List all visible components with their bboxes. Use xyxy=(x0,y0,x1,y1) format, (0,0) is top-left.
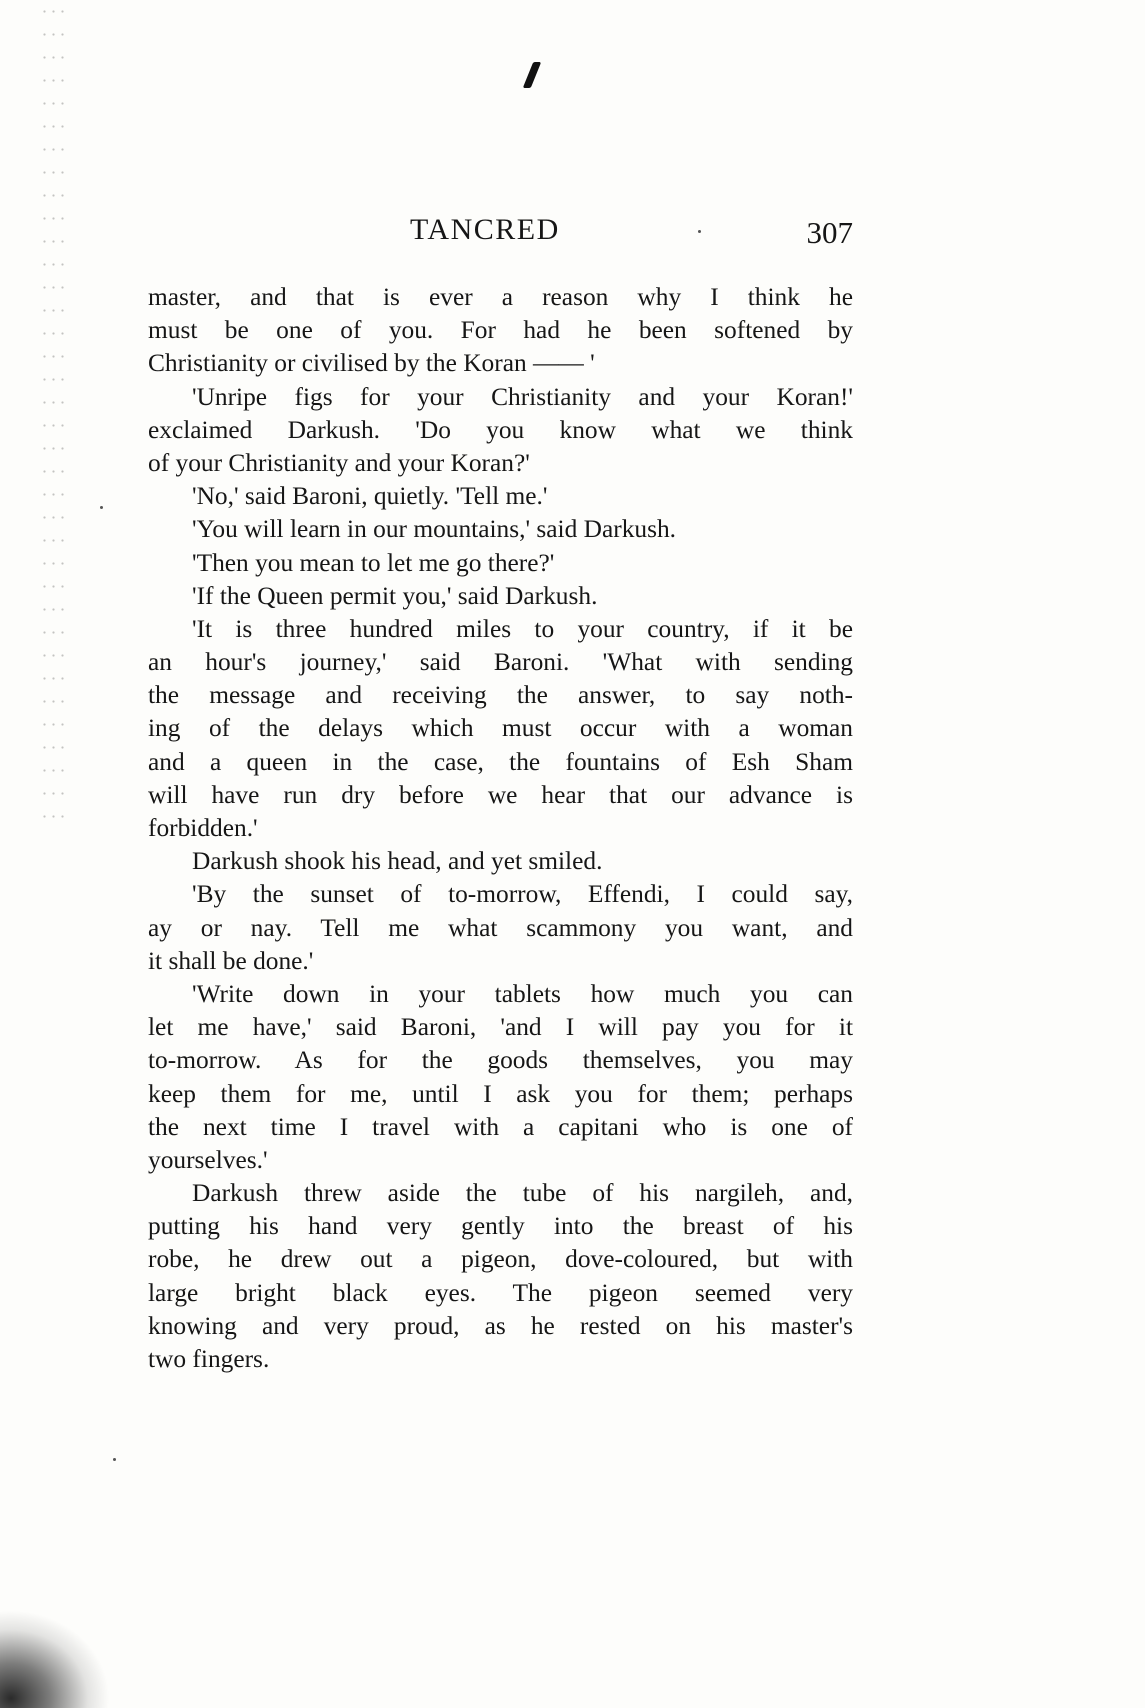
text-line: must be one of you. For had he been softened by xyxy=(148,316,853,345)
text-line: robe, he drew out a pigeon, dove-coloured, but with xyxy=(148,1245,853,1274)
speck xyxy=(100,506,103,509)
running-header xyxy=(148,213,853,253)
text-line: master, and that is ever a reason why I think he xyxy=(148,283,853,311)
text-line: to-morrow. As for the goods themselves, you may xyxy=(148,1046,853,1075)
text-line: 'Unripe figs for your Christianity and your Koran!' xyxy=(192,382,853,411)
text-line: an hour's journey,' said Baroni. 'What with sending xyxy=(148,648,853,677)
text-line: two fingers. xyxy=(148,1345,270,1373)
body-text xyxy=(148,281,853,1376)
text-line: putting his hand very gently into the breast of his xyxy=(148,1212,853,1241)
text-line: will have run dry before we hear that our advance is xyxy=(148,780,853,809)
text-line: exclaimed Darkush. 'Do you know what we think xyxy=(148,415,853,444)
text-line: 'If the Queen permit you,' said Darkush. xyxy=(192,581,598,610)
text-line: keep them for me, until I ask you for them; perhaps xyxy=(148,1079,853,1108)
text-line: 'Then you mean to let me go there?' xyxy=(192,548,555,577)
text-line: and a queen in the case, the fountains of Esh Sham xyxy=(148,747,853,776)
page-edge-specks xyxy=(40,0,70,820)
speck xyxy=(113,1458,116,1461)
text-line: of your Christianity and your Koran?' xyxy=(148,448,530,477)
text-line: ing of the delays which must occur with a woman xyxy=(148,714,853,743)
text-line: knowing and very proud, as he rested on his master's xyxy=(148,1311,853,1340)
text-line: 'No,' said Baroni, quietly. 'Tell me.' xyxy=(192,482,548,511)
ink-mark xyxy=(523,62,542,88)
running-title: TANCRED xyxy=(410,213,560,246)
text-line: Darkush shook his head, and yet smiled. xyxy=(192,847,603,876)
text-line: 'By the sunset of to-morrow, Effendi, I could say, xyxy=(192,880,853,909)
text-line: the message and receiving the answer, to say noth- xyxy=(148,681,853,710)
text-line: let me have,' said Baroni, 'and I will pay you for it xyxy=(148,1013,853,1042)
text-line: it shall be done.' xyxy=(148,946,314,975)
text-line: 'It is three hundred miles to your country, if it be xyxy=(192,614,853,643)
text-line: 'Write down in your tablets how much you can xyxy=(192,979,853,1008)
text-line: forbidden.' xyxy=(148,814,258,842)
text-line: ay or nay. Tell me what scammony you want, and xyxy=(148,913,853,942)
page-number: 307 xyxy=(806,215,853,250)
text-line: Darkush threw aside the tube of his nargileh, and, xyxy=(192,1179,853,1208)
text-line: Christianity or civilised by the Koran —— ' xyxy=(148,349,595,378)
corner-smudge xyxy=(0,1610,110,1708)
text-line: 'You will learn in our mountains,' said Darkush. xyxy=(192,515,677,544)
text-line: large bright black eyes. The pigeon seemed very xyxy=(148,1278,853,1307)
text-line: yourselves.' xyxy=(148,1145,268,1174)
text-line: the next time I travel with a capitani who is one of xyxy=(148,1112,853,1141)
